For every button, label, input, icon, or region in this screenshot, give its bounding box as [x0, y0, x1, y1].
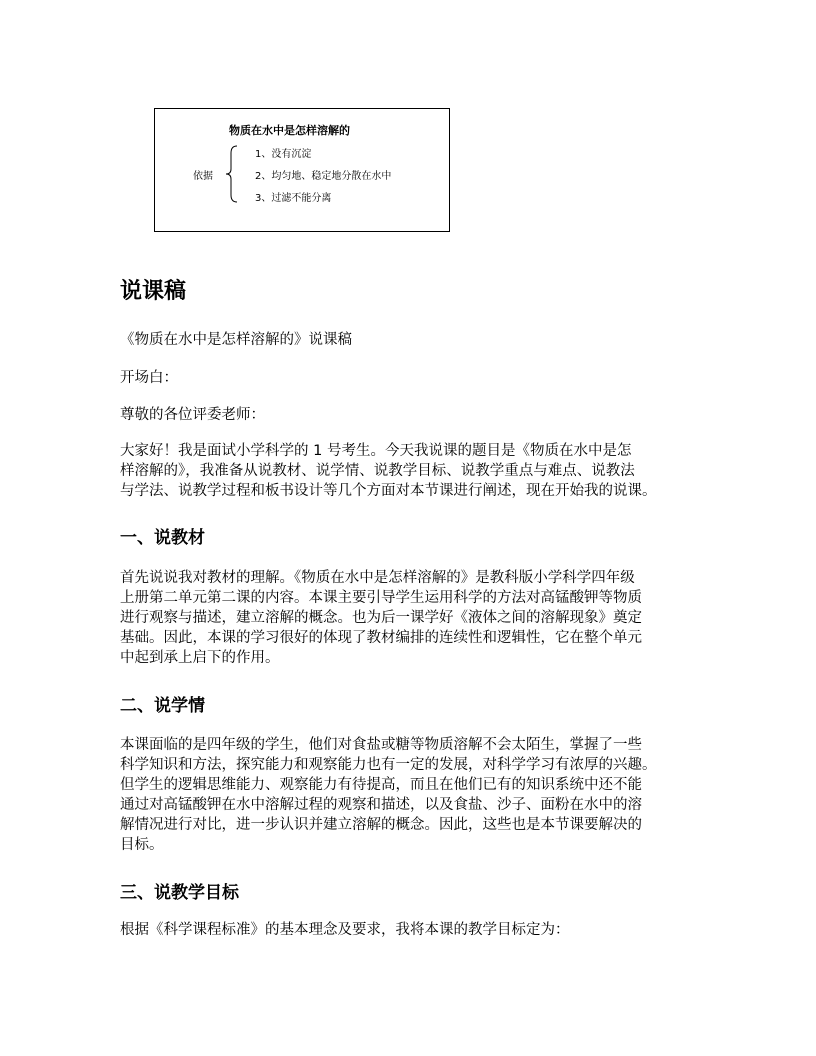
text-line: 中起到承上启下的作用。 [120, 650, 280, 666]
section-heading: 一、说教材 [120, 528, 205, 548]
text-line: 与学法、说教学过程和板书设计等几个方面对本节课进行阐述，现在开始我的说课。 [120, 483, 657, 499]
board-design-box [154, 108, 450, 232]
text-line: 《物质在水中是怎样溶解的》说课稿 [120, 332, 352, 348]
section2-paragraph [120, 735, 710, 855]
text-line: 大家好！我是面试小学科学的 1 号考生。今天我说课的题目是《物质在水中是怎 [120, 443, 632, 459]
page-title: 说课稿 [120, 279, 187, 304]
text-line: 开场白： [120, 370, 178, 386]
board-title: 物质在水中是怎样溶解的 [229, 124, 350, 137]
board-item: 1、没有沉淀 [255, 149, 312, 160]
text-line: 通过对高锰酸钾在水中溶解过程的观察和描述，以及食盐、沙子、面粉在水中的溶 [120, 797, 642, 813]
text-line: 科学知识和方法，探究能力和观察能力也有一定的发展，对科学学习有浓厚的兴趣。 [120, 757, 657, 773]
section-heading: 三、说教学目标 [120, 883, 239, 903]
subtitle [120, 330, 710, 350]
greeting [120, 405, 710, 425]
text-line: 根据《科学课程标准》的基本理念及要求，我将本课的教学目标定为： [120, 922, 570, 938]
board-item: 2、均匀地、稳定地分散在水中 [255, 171, 392, 182]
text-line: 样溶解的》，我准备从说教材、说学情、说教学目标、说教学重点与难点、说教法 [120, 463, 635, 479]
text-line: 上册第二单元第二课的内容。本课主要引导学生运用科学的方法对高锰酸钾等物质 [120, 590, 642, 606]
section1-paragraph [120, 568, 710, 668]
board-item: 3、过滤不能分离 [255, 193, 332, 204]
intro-paragraph [120, 441, 710, 501]
text-line: 目标。 [120, 837, 164, 853]
section-heading: 二、说学情 [120, 696, 205, 716]
opening-label [120, 368, 710, 388]
section3-paragraph [120, 920, 710, 940]
text-line: 尊敬的各位评委老师： [120, 407, 265, 423]
text-line: 解情况进行对比，进一步认识并建立溶解的概念。因此，这些也是本节课要解决的 [120, 817, 642, 833]
text-line: 首先说说我对教材的理解。《物质在水中是怎样溶解的》是教科版小学科学四年级 [120, 570, 635, 586]
text-line: 但学生的逻辑思维能力、观察能力有待提高，而且在他们已有的知识系统中还不能 [120, 777, 642, 793]
text-line: 进行观察与描述，建立溶解的概念。也为后一课学好《液体之间的溶解现象》奠定 [120, 610, 642, 626]
text-line: 本课面临的是四年级的学生，他们对食盐或糖等物质溶解不会太陌生，掌握了一些 [120, 737, 642, 753]
board-basis-label: 依据 [193, 171, 213, 182]
text-line: 基础。因此，本课的学习很好的体现了教材编排的连续性和逻辑性，它在整个单元 [120, 630, 642, 646]
left-brace-icon [225, 145, 241, 203]
